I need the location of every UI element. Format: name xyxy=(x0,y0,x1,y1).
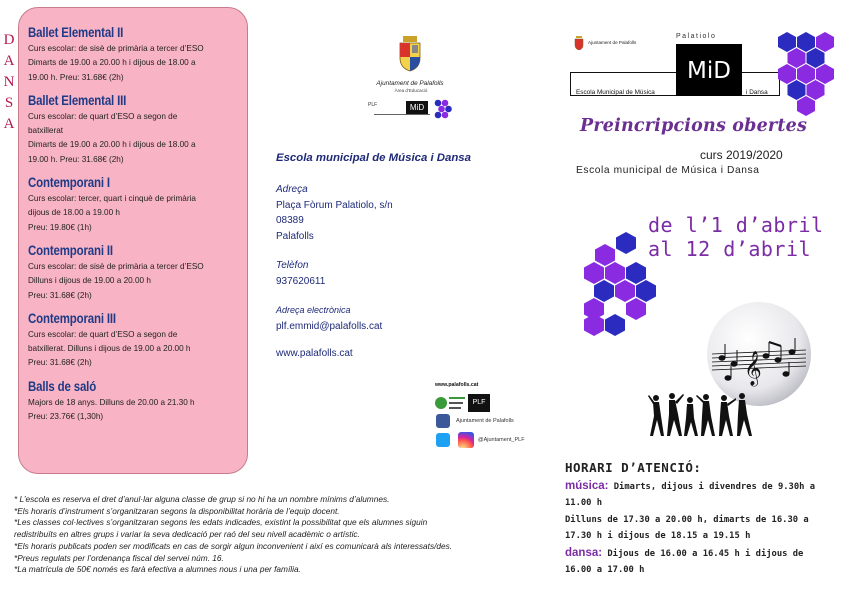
footnote: * L’escola es reserva el dret d’anul·lar alguna classe de grup si no hi ha un nombre mínims d’alumnes. xyxy=(14,494,390,504)
dates-line: de l’1 d’abril xyxy=(648,213,824,237)
course-title: Balls de saló xyxy=(28,377,97,394)
small-hexagon-icon xyxy=(432,98,454,122)
svg-text:𝄞: 𝄞 xyxy=(744,351,762,386)
small-mid-logo: MiD xyxy=(406,101,428,115)
footer-plf-logo: PLF xyxy=(468,394,490,412)
dates-line: al 12 d’abril xyxy=(648,237,812,261)
footnotes xyxy=(14,494,554,576)
course-line: Curs escolar: de quart d’ESO a segon de xyxy=(28,329,178,339)
vertical-dansa-label xyxy=(2,30,16,135)
course-ballet-elemental-2 xyxy=(28,24,239,85)
address-line: 08389 xyxy=(276,215,304,226)
twitter-icon[interactable] xyxy=(436,433,450,447)
musica-label: música: xyxy=(565,480,609,492)
course-line: dijous de 18.00 a 19.00 h xyxy=(28,208,120,218)
horari-text: Dimarts, dijous i divendres de 9.30h a xyxy=(608,482,816,492)
school-logo xyxy=(570,32,782,100)
course-contemporani-3 xyxy=(28,310,239,371)
course-line: Dimarts de 19.00 a 20.00 h i dijous de 18.00 a xyxy=(28,140,196,150)
email-link[interactable]: plf.emmid@palafolls.cat xyxy=(276,320,383,332)
course-title: Contemporani III xyxy=(28,309,116,326)
divider xyxy=(374,114,430,115)
logo-dansa-text: i Dansa xyxy=(746,89,768,96)
course-balls-de-salo xyxy=(28,378,239,425)
vertical-letter: N xyxy=(3,74,15,90)
course-line: Curs escolar: de sisè de primària a tercer d’ESO xyxy=(28,44,204,53)
course-panel xyxy=(18,7,248,474)
horari-line xyxy=(565,545,835,562)
dansa-label: dansa: xyxy=(565,546,603,559)
course-line: batxillerat xyxy=(28,126,64,136)
course-line: batxillerat. Dilluns i dijous de 19.00 a 20.00 h xyxy=(28,344,191,354)
footer-ajuntament: Ajuntament de Palafolls xyxy=(456,418,514,424)
footnote: *Els horaris publicats poden ser modificats en cas de sorgir algun inconvenient i així es comunicarà als interessats/des. xyxy=(14,540,453,551)
address-block xyxy=(276,182,393,244)
balls-palafolls-logo-icon xyxy=(434,394,466,412)
mid-logo-box: MiD xyxy=(676,44,742,96)
council-caption: Ajuntament de Palafolls xyxy=(376,80,444,87)
enrolment-dates xyxy=(648,213,824,261)
address-line: Plaça Fòrum Palatiolo, s/n xyxy=(276,199,393,211)
footnote: *Els horaris d’instrument s’organitzaran segons la disponibilitat horària de l’equip docent. xyxy=(14,505,340,516)
email-block xyxy=(276,303,382,334)
social-logos xyxy=(432,382,552,454)
horari-line: Dilluns de 17.30 a 20.00 h, dimarts de 16.30 a xyxy=(565,514,809,525)
website-link[interactable]: www.palafolls.cat xyxy=(276,348,353,359)
vertical-letter: A xyxy=(3,116,15,132)
course-contemporani-1 xyxy=(28,174,239,235)
small-plf-logo: PLF xyxy=(368,102,378,108)
logo-escola-text: Escola Municipal de Música xyxy=(576,89,655,96)
course-title: Contemporani I xyxy=(28,174,110,191)
footnote: *La matrícula de 50€ només es farà efectiva a alumnes nous i una per família. xyxy=(14,564,301,575)
logo-palatiolo-text: Palatiolo xyxy=(676,33,717,40)
course-title: Contemporani II xyxy=(28,241,113,258)
facebook-icon[interactable] xyxy=(436,414,450,428)
small-logos-strip xyxy=(368,98,468,124)
course-title: Ballet Elemental II xyxy=(28,24,124,40)
council-subcaption: Àrea d’Educació xyxy=(394,88,428,93)
address-label: Adreça xyxy=(276,184,308,195)
horari-title: HORARI D’ATENCIÓ: xyxy=(565,460,702,475)
horari-line xyxy=(565,478,835,495)
preinscription-headline: Preincripcions obertes xyxy=(580,116,808,136)
school-name: Escola municipal de Música i Dansa xyxy=(276,152,471,164)
course-line: Preu: 23.76€ (1,30h) xyxy=(28,412,104,422)
course-line: Preu: 31.68€ (2h) xyxy=(28,358,92,368)
course-line: Curs escolar: tercer, quart i cinquè de primària xyxy=(28,194,196,204)
course-line: Preu: 31.68€ (2h) xyxy=(28,290,92,300)
footnote: *Preus regulats per l’ordenança fiscal del servei núm. 16. xyxy=(14,552,224,563)
footnote: redistribuïts en altres grups i variar la seva dedicació per raó del seu nivell acadèmic o artístic. xyxy=(14,529,360,540)
phone-block xyxy=(276,258,325,289)
course-line: Curs escolar: de quart d’ESO a segon de xyxy=(28,111,178,121)
phone-number: 937620611 xyxy=(276,275,326,287)
address-line: Palafolls xyxy=(276,230,314,242)
school-subtitle: Escola municipal de Música i Dansa xyxy=(576,165,760,176)
course-line: Dimarts de 19.00 a 20.00 h i dijous de 18.00 a xyxy=(28,58,196,68)
footer-handle: @Ajuntament_PLF xyxy=(478,437,525,443)
instagram-icon[interactable] xyxy=(458,432,474,448)
course-contemporani-2 xyxy=(28,242,239,303)
vertical-letter: D xyxy=(3,32,15,48)
mini-crest-icon xyxy=(574,36,584,50)
horari-line: 16.00 a 17.00 h xyxy=(565,565,645,576)
hexagon-cluster-top-icon xyxy=(778,32,836,118)
email-label: Adreça electrònica xyxy=(276,305,351,315)
horari-line: 17.30 h i dijous de 18.15 a 19.15 h xyxy=(565,531,751,542)
horari-line: 11.00 h xyxy=(565,498,603,509)
vertical-letter: S xyxy=(4,95,14,111)
course-ballet-elemental-3 xyxy=(28,92,239,167)
course-line: Dilluns i dijous de 19.00 a 20.00 h xyxy=(28,276,151,286)
footnote: *Les classes col·lectives s’organitzaran segons les edats indicades, existint la possibilitat que els alumnes siguin xyxy=(14,517,428,528)
course-line: Preu: 19.80€ (1h) xyxy=(28,222,92,232)
dancers-silhouette-icon xyxy=(648,392,758,438)
course-year: curs 2019/2020 xyxy=(700,148,783,162)
course-line: Curs escolar: de sisè de primària a tercer d’ESO xyxy=(28,261,204,271)
logo-council-text: Ajuntament de Palafolls xyxy=(588,40,637,45)
course-line: 19.00 h. Preu: 31.68€ (2h) xyxy=(28,72,124,82)
council-crest-icon xyxy=(398,36,422,72)
vertical-letter: A xyxy=(3,53,15,69)
phone-label: Telèfon xyxy=(276,260,309,271)
footer-url[interactable]: www.palafolls.cat xyxy=(435,382,479,388)
course-line: Majors de 18 anys. Dilluns de 20.00 a 21.30 h xyxy=(28,397,195,407)
horari-text: Dijous de 16.00 a 16.45 h i dijous de xyxy=(602,548,804,559)
course-line: 19.00 h. Preu: 31.68€ (2h) xyxy=(28,154,124,164)
horari-block xyxy=(565,478,835,578)
course-title: Ballet Elemental III xyxy=(28,91,127,108)
